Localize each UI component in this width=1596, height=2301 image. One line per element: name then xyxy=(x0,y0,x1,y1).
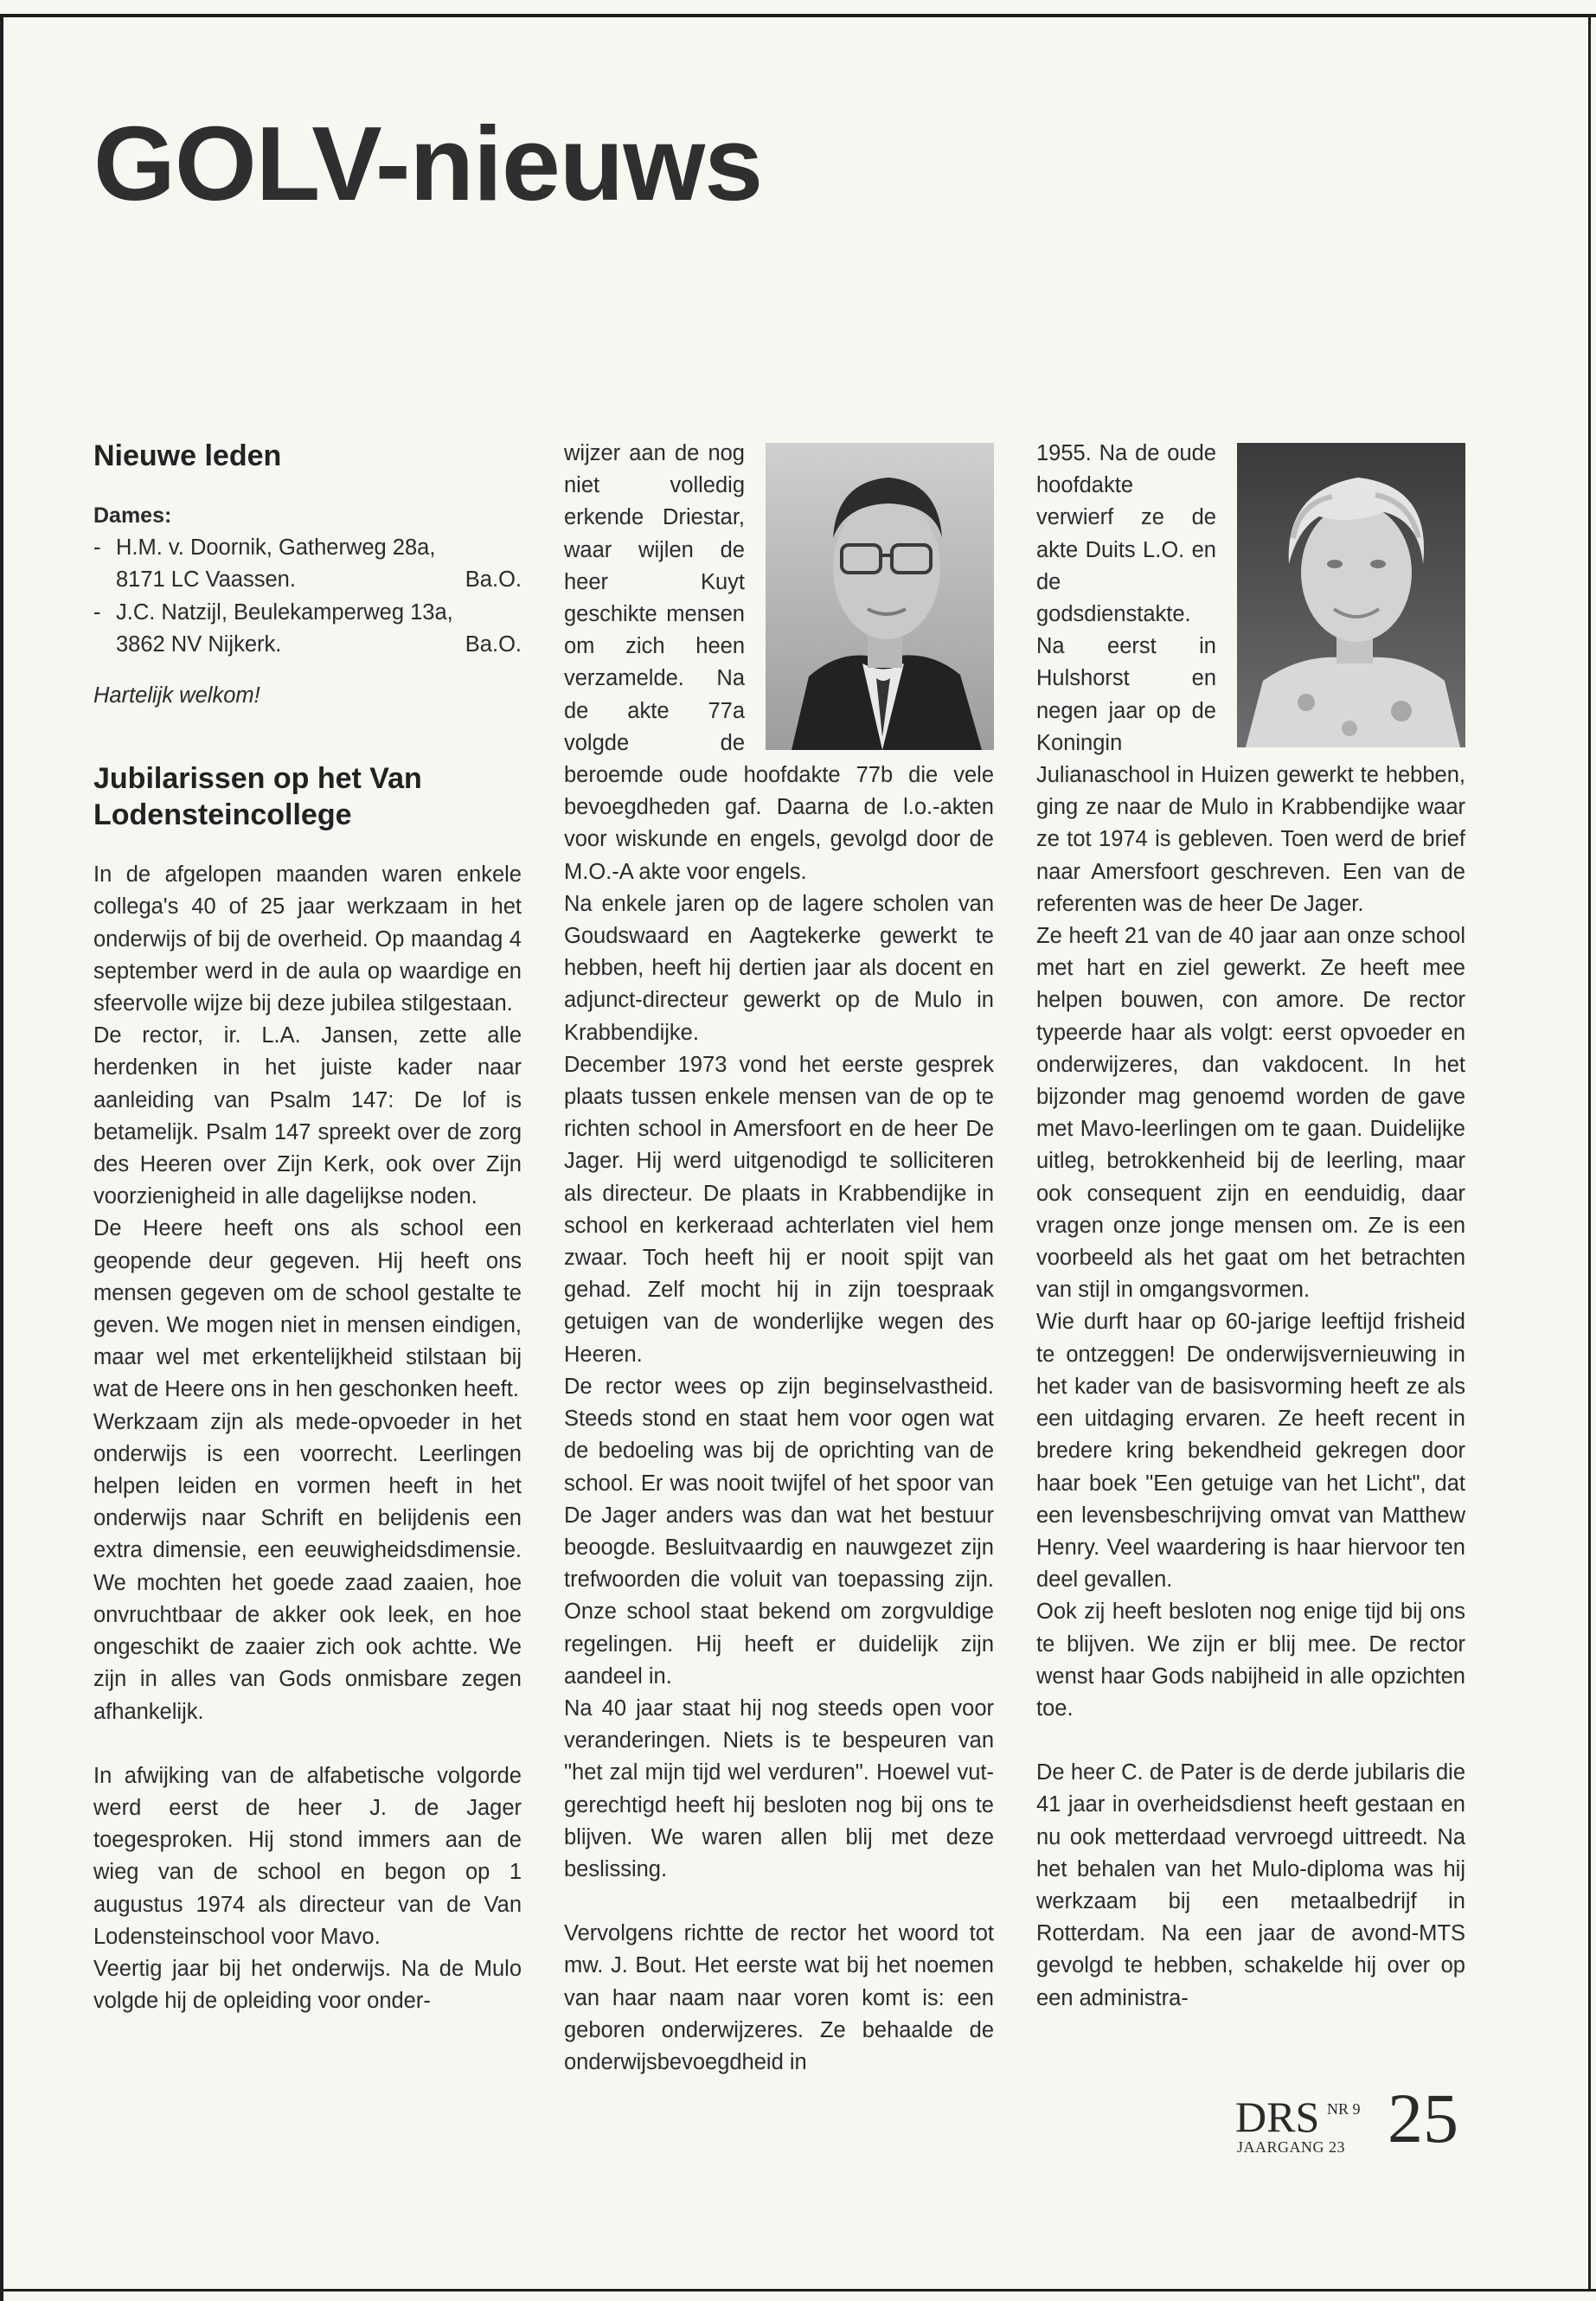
paragraph: Vervolgens richtte de rector het woord tot mw. J. Bout. Het eerste wat bij het noemen van haar naam naar voren komt is: een geboren onderwijzeres. Ze behaalde de onderwijsbevoegdheid in xyxy=(564,1921,994,2074)
volume-label: JAARGANG 23 xyxy=(1237,2138,1346,2156)
paragraph: In de afgelopen maanden waren enkele collega's 40 of 25 jaar werkzaam in het onderwijs of bij de overheid. Op maandag 4 september werd in de aula op waardige en sfeervolle wijze bij deze jubilea stilgestaan. xyxy=(93,862,522,1016)
dames-label: Dames: xyxy=(93,503,172,528)
member-qualification: Ba.O. xyxy=(465,567,522,593)
paragraph: Na 40 jaar staat hij nog steeds open voor veranderingen. Niets is te bespeuren van "het zal mijn tijd wel verduren". Hoewel vut-gerechtigd heeft hij besloten nog bij ons te blijven. We waren allen blij met deze beslissing. xyxy=(564,1695,994,1881)
frame-left-border xyxy=(0,14,3,2301)
paragraph: In afwijking van de alfabetische volgorde werd eerst de heer J. de Jager toegesproken. Hij stond immers aan de wieg van de school en begon op 1 augustus 1974 als directeur van de Van Lodensteinschool voor Mavo. xyxy=(93,1763,522,1949)
frame-right-border xyxy=(1588,14,1591,2289)
paragraph: 1955. Na de oude hoofdakte verwierf ze de akte Duits L.O. en de godsdienstakte. Na eerst in Hulshorst en negen jaar op de Koningin Julianaschool in Huizen gewerkt te hebben, ging ze naar de Mulo in Krabbendijke waar ze tot 1974 is gebleven. Toen werd de brief naar Amersfoort geschreven. Een van de referenten was de heer De Jager. xyxy=(1036,441,1465,916)
section-heading-jubilarissen: Jubilarissen op het Van Lodensteincollege xyxy=(93,762,422,832)
member-postcode: 3862 NV Nijkerk. xyxy=(116,631,282,657)
paragraph: De Heere heeft ons als school een geopende deur gegeven. Hij heeft ons mensen gegeven om de school gestalte te geven. We mogen niet in mensen eindigen, maar wel met erkentelijkheid stilstaan bij wat de Heere ons in hen geschonken heeft. xyxy=(93,1216,522,1402)
paragraph: De heer C. de Pater is de derde jubilaris die 41 jaar in overheidsdienst heeft gestaan en nu ook metterdaad vervroegd uittreedt. Na het behalen van het Mulo-diploma was hij werkzaam bij een metaalbedrijf in Rotterdam. Na een jaar de avond-MTS gevolgd te hebben, schakelde hij over op een administra- xyxy=(1036,1760,1465,2010)
paragraph: Wie durft haar op 60-jarige leeftijd frisheid te ontzeggen! De onderwijsvernieuwing in het kader van de basisvorming heeft ze als een uitdaging ervaren. Ze heeft recent in bredere kring bekendheid gekregen door haar boek "Een getuige van het Licht", dat een levensbeschrijving omvat van Matthew Henry. Veel waardering is haar hiervoor ten deel gevallen. xyxy=(1036,1310,1465,1593)
frame-bottom-border xyxy=(0,2289,1596,2291)
member-entry xyxy=(93,532,522,596)
member-qualification: Ba.O. xyxy=(465,631,522,657)
paragraph: Ook zij heeft besloten nog enige tijd bij ons te blijven. We zijn er blij mee. De rector wenst haar Gods nabijheid in alle opzichten toe. xyxy=(1036,1599,1465,1721)
member-address: J.C. Natzijl, Beulekamperweg 13a, xyxy=(116,599,453,625)
paragraph: De rector wees op zijn beginselvastheid. Steeds stond en staat hem voor ogen wat de bedoeling was bij de oprichting van de school. Er was nooit twijfel of het spoor van De Jager anders was dan wat het bestuur beoogde. Besluitvaardig en nauwgezet zijn trefwoorden die voluit van toepassing zijn. Onze school staat bekend om zorgvuldige regelingen. Hij heeft er duidelijk zijn aandeel in. xyxy=(564,1374,994,1689)
paragraph: De rector, ir. L.A. Jansen, zette alle herdenken in het juiste kader naar aanleiding van Psalm 147: De lof is betamelijk. Psalm 147 spreekt over de zorg des Heeren over Zijn Kerk, ook over Zijn voorzienigheid in alle dagelijkse noden. xyxy=(93,1023,522,1209)
member-postcode: 8171 LC Vaassen. xyxy=(116,567,296,593)
welcome-text: Hartelijk welkom! xyxy=(93,683,260,708)
paragraph: Veertig jaar bij het onderwijs. Na de Mulo volgde hij de opleiding voor onder- xyxy=(93,1956,522,2014)
column-3 xyxy=(1036,438,1465,2015)
section-heading-new-members: Nieuwe leden xyxy=(93,439,282,472)
member-entry xyxy=(93,597,522,661)
paragraph: Ze heeft 21 van de 40 jaar aan onze school met hart en ziel gewerkt. Ze heeft mee helpen bouwen, con amore. De rector typeerde haar als volgt: eerst opvoeder en onderwijzeres, dan vakdocent. In het bijzonder mag genoemd worden de gave met Mavo-leerlingen om te gaan. Duidelijke uitleg, betrokkenheid bij de leerling, maar ook consequent zijn en eenduidig, daar vragen onze jonge mensen om. Ze is een voorbeeld als het gaat om het betrachten van stijl in omgangsvormen. xyxy=(1036,924,1465,1303)
portrait-photo-j-de-jager xyxy=(766,443,994,750)
list-dash: - xyxy=(93,599,101,625)
column-2 xyxy=(564,438,994,2079)
member-address: H.M. v. Doornik, Gatherweg 28a, xyxy=(116,535,436,561)
frame-top-border xyxy=(0,14,1596,17)
magazine-brand: DRS xyxy=(1235,2093,1320,2141)
paragraph: December 1973 vond het eerste gesprek plaats tussen enkele mensen van de op te richten school in Amersfoort en de heer De Jager. Hij werd uitgenodigd te solliciteren als directeur. De plaats in Krabbendijke in school en kerkeraad achterlaten viel hem zwaar. Toch heeft hij er nooit spijt van gehad. Zelf mocht hij in zijn toespraak getuigen van de wonderlijke wegen des Heeren. xyxy=(564,1052,994,1367)
issue-number: NR 9 xyxy=(1327,2100,1361,2118)
paragraph: Werkzaam zijn als mede-opvoeder in het onderwijs is een voorrecht. Leerlingen helpen leiden en vormen heeft in het onderwijs naar Schrift en belijdenis een extra dimensie, een eeuwigheidsdimensie. We mochten het goede zaad zaaien, hoe onvruchtbaar de akker ook leek, en hoe ongeschikt de zaaier zich ook achtte. We zijn in alles van Gods onmisbare zegen afhankelijk. xyxy=(93,1409,522,1724)
page-number: 25 xyxy=(1388,2079,1458,2157)
paragraph: wijzer aan de nog niet volledig erkende Driestar, waar wijlen de heer Kuyt geschikte mensen om zich heen verzamelde. Na de akte 77a volgde de beroemde oude hoofdakte 77b die vele bevoegdheden gaf. Daarna de l.o.-akten voor wiskunde en engels, gevolgd door de M.O.-A akte voor engels. xyxy=(564,441,994,884)
portrait-photo-j-bout xyxy=(1237,443,1465,747)
list-dash: - xyxy=(93,535,101,561)
paragraph: Na enkele jaren op de lagere scholen van Goudswaard en Aagtekerke gewerkt te hebben, heeft hij dertien jaar als docent en adjunct-directeur gewerkt op de Mulo in Krabbendijke. xyxy=(564,891,994,1045)
column-1 xyxy=(93,438,522,2017)
page-title: GOLV-nieuws xyxy=(93,105,763,222)
